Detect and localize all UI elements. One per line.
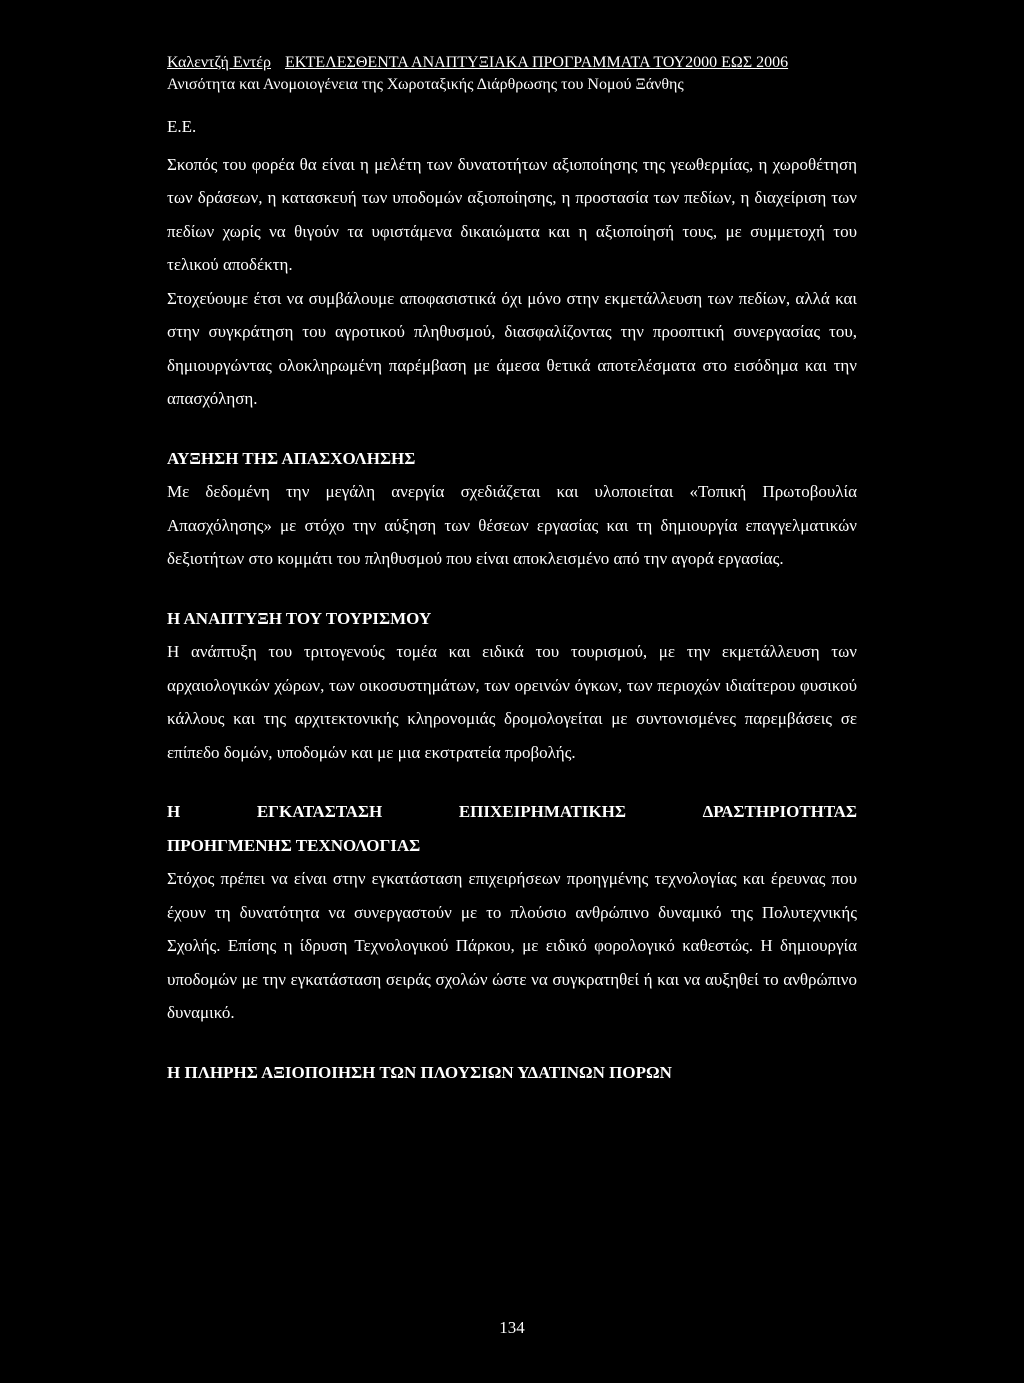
section-title-water-resources: Η ΠΛΗΡΗΣ ΑΞΙΟΠΟΙΗΣΗ ΤΩΝ ΠΛΟΥΣΙΩΝ ΥΔΑΤΙΝΩΝ ΠΟΡΩΝ: [167, 1062, 672, 1082]
header-subtitle: Ανισότητα και Ανομοιογένεια της Χωροταξικής Διάρθρωσης του Νομού Ξάνθης: [167, 76, 684, 93]
section-body-technology: Στόχος πρέπει να είναι στην εγκατάσταση επιχειρήσεων προηγμένης τεχνολογίας και έρευνας που έχουν τη δυνατότητα να συνεργαστούν με το πλούσιο ανθρώπινο δυναμικό της Πολυτεχνικής Σχολής. Επίσης η ίδρυση Τεχνολογικού Πάρκου, με ειδικό φορολογικό καθεστώς. Η δημιουργία υποδομών με την εγκατάσταση σειράς σχολών ώστε να συγκρατηθεί ή και να αυξηθεί το ανθρώπινο δυναμικό.: [167, 869, 857, 1022]
running-header: [167, 52, 867, 96]
header-line-1: [167, 52, 867, 74]
page-number: 134: [499, 1318, 525, 1337]
section-title-technology-line-1: [167, 795, 857, 829]
section-title-employment: ΑΥΞΗΣΗ ΤΗΣ ΑΠΑΣΧΟΛΗΣΗΣ: [167, 448, 416, 468]
paragraph-geothermal-purpose: Σκοπός του φορέα θα είναι η μελέτη των δυνατοτήτων αξιοποίησης της γεωθερμίας, η χωροθέτηση των δράσεων, η κατασκευή των υποδομών αξιοποίησης, η προστασία των πεδίων, η διαχείριση των πεδίων χωρίς να θιγούν τα υφιστάμενα δικαιώματα και η αξιοποίησή τους, με συμμετοχή του τελικού αποδέκτη.: [167, 154, 857, 274]
section-title-word: Η: [167, 802, 181, 821]
section-title-technology-line-2: ΠΡΟΗΓΜΕΝΗΣ ΤΕΧΝΟΛΟΓΙΑΣ: [167, 835, 421, 855]
spacer: [167, 416, 857, 442]
section-title-tourism: Η ΑΝΑΠΤΥΞΗ ΤΟΥ ΤΟΥΡΙΣΜΟΥ: [167, 608, 432, 628]
spacer: [167, 1030, 857, 1056]
section-title-word: ΕΠΙΧΕΙΡΗΜΑΤΙΚΗΣ: [458, 802, 627, 821]
paragraph-objectives: Στοχεύουμε έτσι να συμβάλουμε αποφασιστικά όχι μόνο στην εκμετάλλευση των πεδίων, αλλά και στην συγκράτηση του αγροτικού πληθυσμού, διασφαλίζοντας την προοπτική συνεργασίας του, δημιουργώντας ολοκληρωμένη παρέμβαση με άμεσα θετικά αποτελέσματα στο εισόδημα και την απασχόληση.: [167, 288, 857, 408]
spacer: [167, 769, 857, 795]
spacer: [167, 576, 857, 602]
section-title-word: ΕΓΚΑΤΑΣΤΑΣΗ: [256, 802, 383, 821]
lead-text: Ε.Ε.: [167, 117, 197, 136]
page-content: [167, 110, 857, 1089]
section-title-word: ΔΡΑΣΤΗΡΙΟΤΗΤΑΣ: [702, 802, 857, 821]
header-author: Καλεντζή Εντέρ: [167, 54, 271, 71]
section-body-employment: Με δεδομένη την μεγάλη ανεργία σχεδιάζεται και υλοποιείται «Τοπική Πρωτοβουλία Απασχόλησης» με στόχο την αύξηση των θέσεων εργασίας και τη δημιουργία επαγγελματικών δεξιοτήτων στο κομμάτι του πληθυσμού που είναι αποκλεισμένο από την αγορά εργασίας.: [167, 482, 857, 568]
section-body-tourism: Η ανάπτυξη του τριτογενούς τομέα και ειδικά του τουρισμού, με την εκμετάλλευση των αρχαιολογικών χώρων, των οικοσυστημάτων, των ορεινών όγκων, των περιοχών ιδιαίτερου φυσικού κάλλους και της αρχιτεκτονικής κληρονομιάς δρομολογείται με συντονισμένες παρεμβάσεις σε επίπεδο δομών, υποδομών και με μια εκστρατεία προβολής.: [167, 642, 857, 762]
header-series: ΕΚΤΕΛΕΣΘΕΝΤΑ ΑΝΑΠΤΥΞΙΑΚΑ ΠΡΟΓΡΑΜΜΑΤΑ ΤΟΥ2000 ΕΩΣ 2006: [285, 54, 789, 71]
